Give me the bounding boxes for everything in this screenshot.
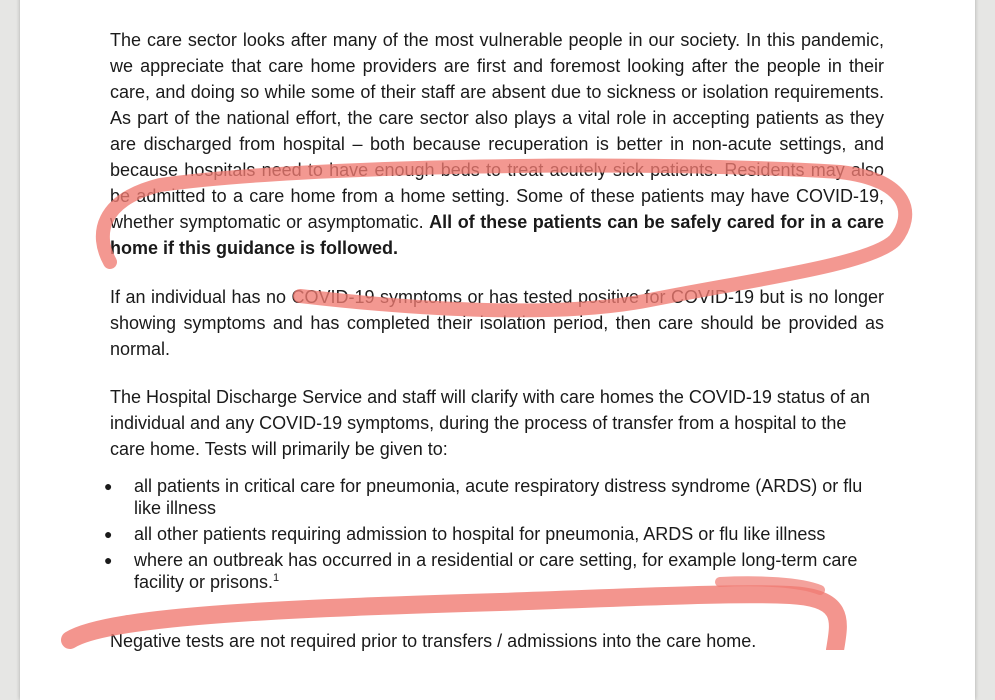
bullet-icon: ● bbox=[104, 526, 113, 542]
paragraph-negative-tests: Negative tests are not required prior to transfers / admissions into the care home. bbox=[110, 631, 757, 651]
list-item bbox=[104, 475, 890, 519]
paragraph-discharge-service: The Hospital Discharge Service and staff will clarify with care homes the COVID-19 status of an individual and any COVID-19 symptoms, during the process of transfer from a hospital to the care home. Tests will primarily be given to: bbox=[110, 387, 870, 459]
paragraph-care-sector bbox=[110, 27, 884, 261]
bullet-icon: ● bbox=[104, 552, 113, 568]
list-item-text: all other patients requiring admission to hospital for pneumonia, ARDS or flu like illness bbox=[134, 524, 826, 544]
test-criteria-list bbox=[104, 475, 890, 597]
paragraph-no-symptoms: If an individual has no COVID-19 symptoms or has tested positive for COVID-19 but is no longer showing symptoms and has completed their isolation period, then care should be provided as normal. bbox=[110, 287, 884, 359]
list-item bbox=[104, 523, 890, 545]
list-item-text: where an outbreak has occurred in a residential or care setting, for example long-term care facility or prisons. bbox=[134, 550, 858, 592]
bullet-icon: ● bbox=[104, 478, 113, 494]
list-item bbox=[104, 549, 890, 593]
list-item-text: all patients in critical care for pneumonia, acute respiratory distress syndrome (ARDS) or flu like illness bbox=[134, 476, 863, 518]
paragraph-care-sector-bold: All of these patients can be safely cared for in a care home if this guidance is followed. bbox=[110, 212, 884, 258]
paragraph-care-sector-text: The care sector looks after many of the most vulnerable people in our society. In this pandemic, we appreciate that care home providers are first and foremost looking after the people in their care, and doing so while some of their staff are absent due to sickness or isolation requirements. As part of the national effort, the care sector also plays a vital role in accepting patients as they are discharged from hospital – both because recuperation is better in non-acute settings, and because hospitals need to have enough beds to treat acutely sick patients. Residents may also be admitted to a care home from a home setting. Some of these patients may have COVID-19, whether symptomatic or asymptomatic. bbox=[110, 30, 884, 232]
footnote-marker: 1 bbox=[273, 572, 280, 584]
